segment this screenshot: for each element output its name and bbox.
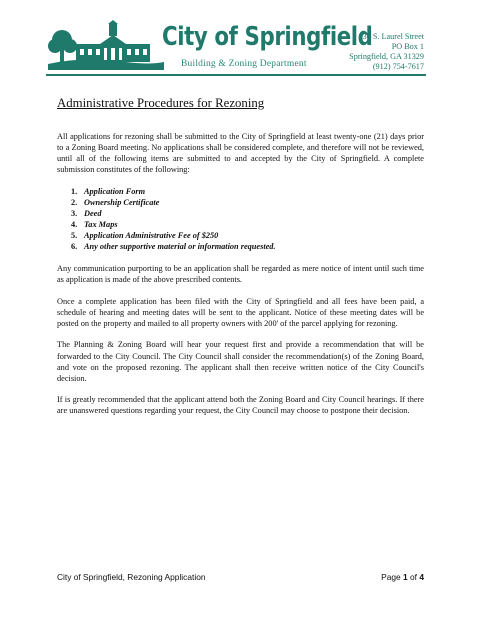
page-of-label: of: [410, 572, 417, 582]
list-item-number: 1.: [71, 186, 78, 196]
address-city-state-zip: Springfield, GA 31329: [349, 52, 424, 61]
header-divider: [46, 74, 426, 76]
department-subtitle: Building & Zoning Department: [181, 59, 307, 69]
intro-paragraph: All applications for rezoning shall be submitted to the City of Springfield at least twenty-one (21) days prior to a Zoning Board meeting. No applications shall be considered complete, and therefore will not be reviewed, until all of the following items are submitted to and accepted by the City of Springfield. A complete submission constitutes of the following:: [57, 132, 424, 175]
list-item-number: 6.: [71, 242, 78, 252]
list-item-text: Ownership Certificate: [84, 197, 160, 207]
page-label: Page: [381, 572, 401, 582]
list-item: [71, 241, 424, 252]
page-number: [381, 572, 424, 582]
document-body: [57, 131, 424, 427]
address-block: [349, 32, 424, 72]
city-name-title: City of Springfield: [162, 22, 373, 52]
list-item: [71, 230, 424, 241]
attendance-paragraph: If is greatly recommended that the applicant attend both the Zoning Board and City Council hearings. If there are unanswered questions regarding your request, the City Council may choose to postpone their decision.: [57, 395, 424, 416]
list-item-text: Tax Maps: [84, 220, 118, 230]
city-hall-building-icon: [46, 20, 166, 72]
list-item: [71, 197, 424, 208]
list-item: [71, 208, 424, 219]
board-paragraph: The Planning & Zoning Board will hear your request first and provide a recommendation that will be forwarded to the City Council. The City Council shall consider the recommendation(s) of the Zoning Board, and vote on the proposed rezoning. The applicant shall then receive written notice of the City Council's decision.: [57, 340, 424, 383]
notice-paragraph: Any communication purporting to be an application shall be regarded as mere notice of intent until such time as application is made of the above prescribed contents.: [57, 263, 424, 285]
list-item-text: Any other supportive material or information requested.: [84, 242, 276, 252]
list-item-number: 5.: [71, 231, 78, 241]
footer-title: City of Springfield, Rezoning Application: [57, 572, 206, 582]
page-current: 1: [403, 572, 408, 582]
page-heading: Administrative Procedures for Rezoning: [57, 96, 265, 110]
list-item-text: Deed: [84, 209, 102, 219]
list-item-text: Application Administrative Fee of $250: [84, 231, 219, 241]
list-item-number: 4.: [71, 220, 78, 230]
address-street: 130 S. Laurel Street: [358, 32, 424, 41]
address-po-box: PO Box 1: [391, 42, 424, 51]
list-item-number: 2.: [71, 197, 78, 207]
address-phone: (912) 754-7617: [372, 62, 424, 71]
list-item-text: Application Form: [84, 186, 146, 196]
list-item: [71, 219, 424, 230]
list-item-number: 3.: [71, 209, 78, 219]
schedule-paragraph: Once a complete application has been filed with the City of Springfield and all fees have been paid, a schedule of hearing and meeting dates will be sent to the applicant. Notice of these meeting dates will be posted on the property and mailed to all property owners with 200' of the parcel applying for rezoning.: [57, 296, 424, 328]
page-total: 4: [419, 572, 424, 582]
requirements-list: [57, 186, 424, 253]
list-item: [71, 186, 424, 197]
